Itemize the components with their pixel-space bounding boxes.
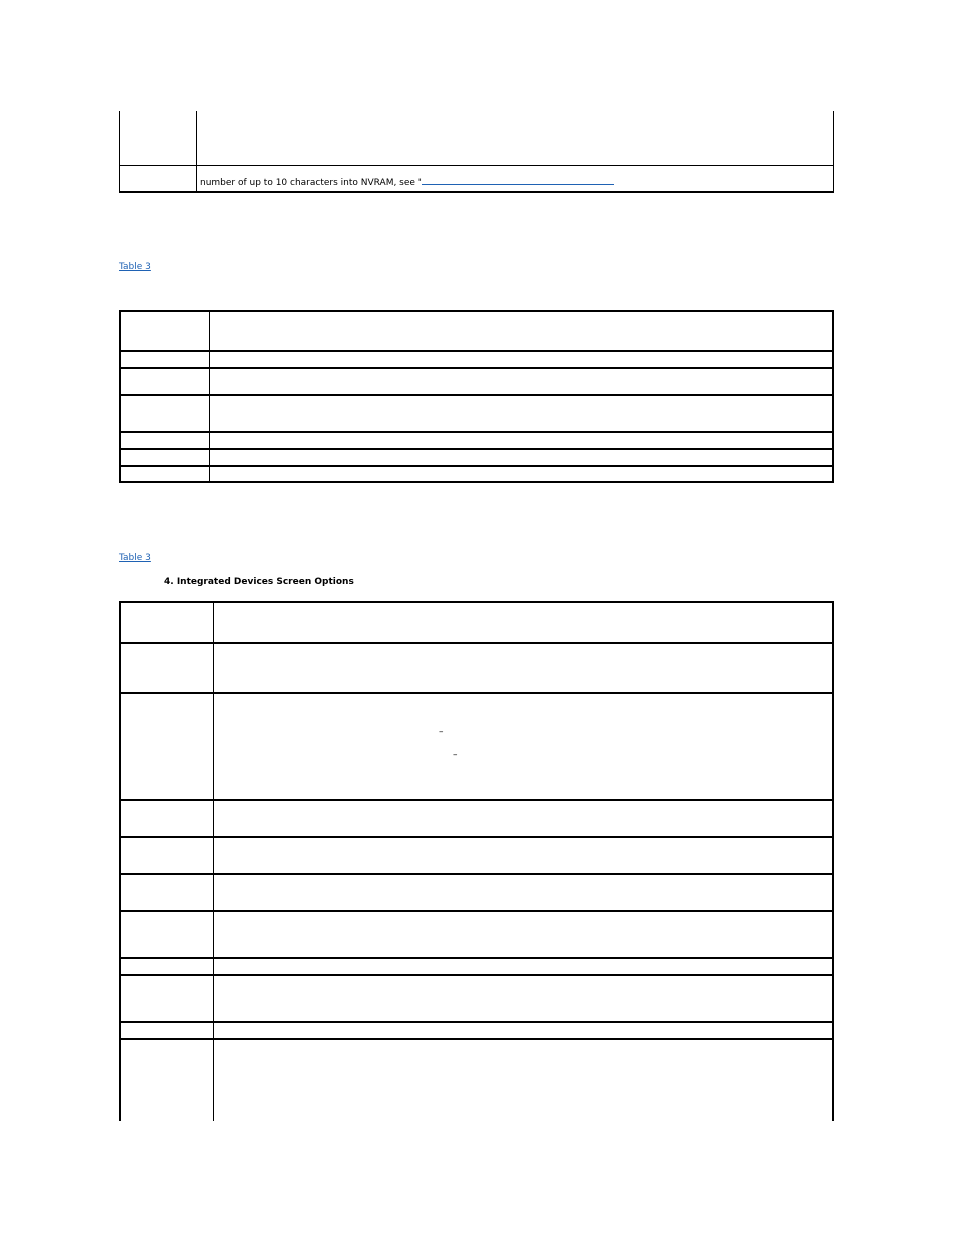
table-cell (120, 368, 209, 395)
table-cell (120, 449, 209, 466)
table-row (120, 311, 833, 351)
table-row (120, 395, 833, 432)
table-row (120, 800, 833, 837)
top-table (119, 111, 834, 193)
table-cell (213, 975, 833, 1022)
table-cell (120, 395, 209, 432)
middle-table (119, 310, 834, 483)
table-cell (120, 874, 213, 911)
table-cell (120, 602, 213, 643)
table-row (120, 874, 833, 911)
table-row (120, 958, 833, 975)
table-cell (213, 837, 833, 874)
table-cell (213, 874, 833, 911)
table-row (120, 975, 833, 1022)
table-cell (213, 643, 833, 693)
table-cell (213, 911, 833, 958)
table-row (120, 368, 833, 395)
table-cell (120, 111, 197, 165)
table-cell (209, 368, 833, 395)
table-row (120, 1022, 833, 1039)
table-cell (197, 165, 834, 192)
table-cell (209, 311, 833, 351)
table-cell (120, 432, 209, 449)
table-cell (120, 837, 213, 874)
table-cell (209, 449, 833, 466)
table-cell (120, 800, 213, 837)
table-cell (120, 351, 209, 368)
table-cell (209, 432, 833, 449)
dash-mark: – (439, 727, 444, 737)
table-row (120, 351, 833, 368)
table-row (120, 165, 834, 192)
table-row (120, 911, 833, 958)
nvram-link[interactable] (422, 175, 614, 185)
table-cell (209, 351, 833, 368)
table-row (120, 643, 833, 693)
table-cell (120, 165, 197, 192)
table-row (120, 111, 834, 165)
table-cell (120, 975, 213, 1022)
table-caption: 4. Integrated Devices Screen Options (164, 577, 354, 587)
table-cell (120, 1039, 213, 1121)
table-row (120, 466, 833, 482)
table-row (120, 432, 833, 449)
table-cell (213, 958, 833, 975)
table-cell (213, 1022, 833, 1039)
table-cell (209, 466, 833, 482)
integrated-devices-table (119, 601, 834, 1121)
table-row (120, 602, 833, 643)
table-cell (120, 466, 209, 482)
table-cell (209, 395, 833, 432)
table-cell (120, 311, 209, 351)
table3-link-1[interactable]: Table 3 (119, 262, 151, 272)
table-row (120, 449, 833, 466)
table-cell (120, 1022, 213, 1039)
table-row (120, 837, 833, 874)
table-cell (213, 693, 833, 800)
table-cell (197, 111, 834, 165)
table-cell (120, 911, 213, 958)
nvram-text: number of up to 10 characters into NVRAM, see " (200, 177, 422, 188)
dash-mark: – (453, 750, 458, 760)
table-cell (120, 693, 213, 800)
table-cell (213, 800, 833, 837)
table-cell (120, 643, 213, 693)
table-cell (120, 958, 213, 975)
table-row (120, 693, 833, 800)
table-cell (213, 602, 833, 643)
table-row (120, 1039, 833, 1121)
table-cell (213, 1039, 833, 1121)
table3-link-2[interactable]: Table 3 (119, 553, 151, 563)
